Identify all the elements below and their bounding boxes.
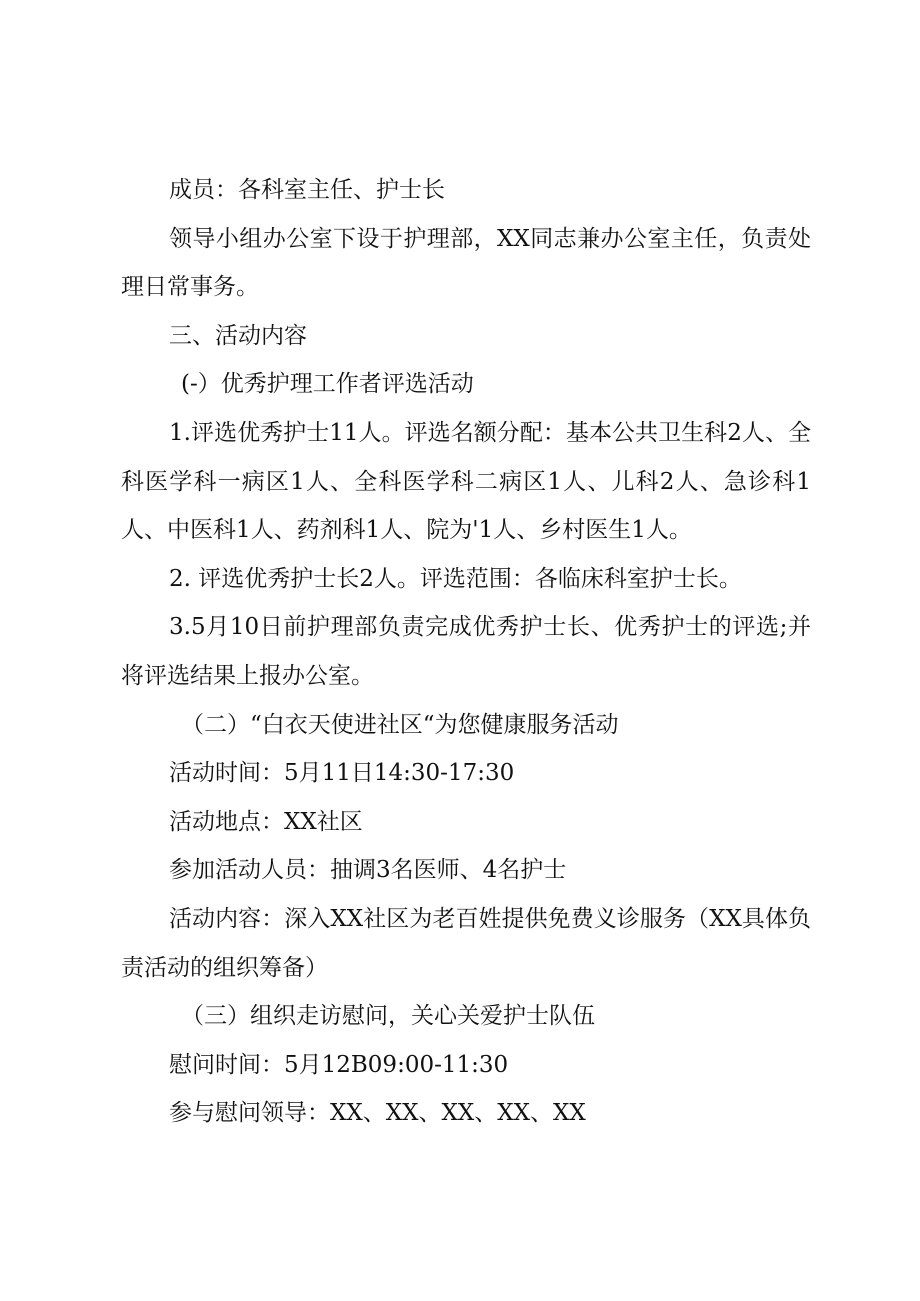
activity-content-paragraph: 活动内容：深入XX社区为老百姓提供免费义诊服务（XX具体负责活动的组织筹备） <box>121 905 811 981</box>
activity-time-line: 活动时间：5月11日14:30-17:30 <box>169 760 515 787</box>
item-1-paragraph: 1.评选优秀护士11人。评选名额分配：基本公共卫生科2人、全科医学科一病区1人、全科医学科二病区1人、儿科2人、急诊科1人、中医科1人、药剂科1人、院为'1人、乡村医生1人。 <box>121 419 811 544</box>
item-3-paragraph: 3.5月10日前护理部负责完成优秀护士长、优秀护士的评选;并将评选结果上报办公室。 <box>121 614 811 689</box>
activity-participants-line: 参加活动人员：抽调3名医师、4名护士 <box>169 857 567 884</box>
office-paragraph: 领导小组办公室下设于护理部，XX同志兼办公室主任，负责处理日常事务。 <box>121 225 811 301</box>
section-heading-activities: 三、活动内容 <box>169 322 307 349</box>
document-body <box>121 166 811 1138</box>
subsection-heading-2: （二）“白衣天使进社区“为您健康服务活动 <box>181 711 619 738</box>
visit-time-line: 慰问时间：5月12B09:00-11:30 <box>169 1051 509 1078</box>
subsection-heading-3: （三）组织走访慰问，关心关爱护士队伍 <box>181 1003 595 1030</box>
visit-leaders-line: 参与慰问领导：XX、XX、XX、XX、XX <box>169 1100 586 1127</box>
item-2-paragraph: 2. 评选优秀护士长2人。评选范围：各临床科室护士长。 <box>169 565 742 592</box>
activity-location-line: 活动地点：XX社区 <box>169 808 363 835</box>
members-line: 成员：各科室主任、护士长 <box>169 177 445 203</box>
subsection-heading-1: (-）优秀护理工作者评选活动 <box>181 371 474 398</box>
